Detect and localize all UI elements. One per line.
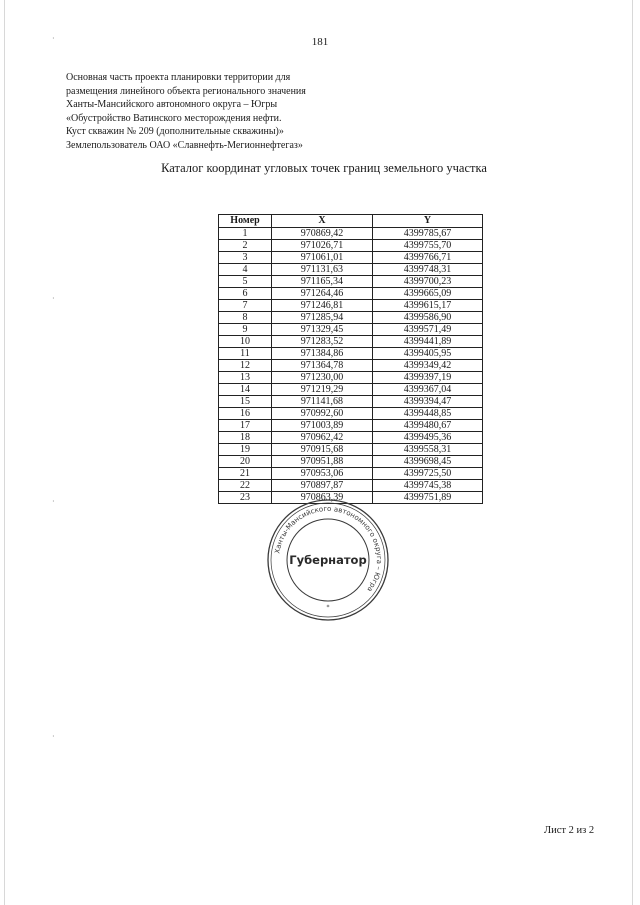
cell-y: 4399405,95 [373, 348, 483, 360]
table-row [219, 396, 483, 408]
cell-number: 1 [219, 228, 272, 240]
cell-number: 13 [219, 372, 272, 384]
cell-number: 17 [219, 420, 272, 432]
scan-speck: · [52, 34, 55, 43]
header-line: «Обустройство Ватинского месторождения нефти. [66, 112, 282, 124]
cell-x: 971003,89 [272, 420, 373, 432]
cell-y: 4399480,67 [373, 420, 483, 432]
cell-y: 4399698,45 [373, 456, 483, 468]
cell-x: 971246,81 [272, 300, 373, 312]
cell-number: 23 [219, 492, 272, 504]
table-row [219, 420, 483, 432]
official-stamp [263, 497, 393, 623]
table-row [219, 480, 483, 492]
cell-number: 6 [219, 288, 272, 300]
coordinates-table [218, 214, 483, 504]
scan-speck: · [52, 497, 55, 506]
cell-x: 970869,42 [272, 228, 373, 240]
table-row [219, 408, 483, 420]
cell-x: 970992,60 [272, 408, 373, 420]
table-row [219, 348, 483, 360]
page-number: 181 [311, 36, 329, 48]
cell-y: 4399766,71 [373, 252, 483, 264]
stamp-ring-text: Ханты-Мансийского автономного округа – Югра [273, 504, 384, 594]
cell-number: 8 [219, 312, 272, 324]
cell-number: 9 [219, 324, 272, 336]
cell-y: 4399665,09 [373, 288, 483, 300]
cell-y: 4399441,89 [373, 336, 483, 348]
cell-number: 11 [219, 348, 272, 360]
cell-y: 4399725,50 [373, 468, 483, 480]
cell-number: 2 [219, 240, 272, 252]
table-row [219, 360, 483, 372]
table-row [219, 456, 483, 468]
cell-y: 4399586,90 [373, 312, 483, 324]
cell-x: 970915,68 [272, 444, 373, 456]
cell-x: 971131,63 [272, 264, 373, 276]
cell-y: 4399397,19 [373, 372, 483, 384]
cell-number: 5 [219, 276, 272, 288]
table-row [219, 336, 483, 348]
table-row [219, 468, 483, 480]
cell-x: 971165,34 [272, 276, 373, 288]
table-row [219, 288, 483, 300]
cell-number: 10 [219, 336, 272, 348]
table-header-row [219, 215, 483, 228]
cell-y: 4399751,89 [373, 492, 483, 504]
scan-speck: · [52, 294, 55, 303]
cell-x: 971283,52 [272, 336, 373, 348]
cell-x: 971264,46 [272, 288, 373, 300]
cell-x: 970953,06 [272, 468, 373, 480]
scan-edge-right [632, 0, 633, 905]
table-row [219, 372, 483, 384]
cell-y: 4399755,70 [373, 240, 483, 252]
table-row [219, 432, 483, 444]
cell-x: 971384,86 [272, 348, 373, 360]
cell-x: 971230,00 [272, 372, 373, 384]
cell-y: 4399745,38 [373, 480, 483, 492]
table-row [219, 324, 483, 336]
cell-y: 4399558,31 [373, 444, 483, 456]
table-body [219, 228, 483, 504]
column-header-x: X [272, 215, 373, 228]
header-line: Ханты-Мансийского автономного округа – Югры [66, 99, 278, 111]
stamp-bottom-mark-icon: * [326, 604, 330, 611]
cell-number: 12 [219, 360, 272, 372]
cell-x: 971026,71 [272, 240, 373, 252]
table-row [219, 240, 483, 252]
cell-y: 4399367,04 [373, 384, 483, 396]
cell-number: 7 [219, 300, 272, 312]
cell-x: 971141,68 [272, 396, 373, 408]
cell-number: 15 [219, 396, 272, 408]
cell-x: 971285,94 [272, 312, 373, 324]
cell-x: 971061,01 [272, 252, 373, 264]
cell-number: 20 [219, 456, 272, 468]
cell-x: 970863,39 [272, 492, 373, 504]
cell-y: 4399785,67 [373, 228, 483, 240]
cell-x: 971219,29 [272, 384, 373, 396]
table-row [219, 264, 483, 276]
cell-x: 970951,88 [272, 456, 373, 468]
column-header-number: Номер [219, 215, 272, 228]
cell-y: 4399495,36 [373, 432, 483, 444]
document-header [66, 71, 306, 153]
cell-x: 971329,45 [272, 324, 373, 336]
table-row [219, 384, 483, 396]
table-row [219, 300, 483, 312]
cell-y: 4399349,42 [373, 360, 483, 372]
header-line: размещения линейного объекта регионального значения [66, 85, 306, 97]
cell-number: 22 [219, 480, 272, 492]
header-line: Основная часть проекта планировки территории для [66, 72, 291, 83]
cell-number: 16 [219, 408, 272, 420]
stamp-center-text: Губернатор [289, 553, 367, 567]
cell-y: 4399571,49 [373, 324, 483, 336]
table-row [219, 276, 483, 288]
cell-y: 4399394,47 [373, 396, 483, 408]
sheet-footer: Лист 2 из 2 [544, 825, 595, 836]
cell-number: 21 [219, 468, 272, 480]
catalog-title: Каталог координат угловых точек границ земельного участка [161, 161, 487, 175]
header-line: Землепользователь ОАО «Славнефть-Мегионнефтегаз» [66, 139, 303, 151]
scan-speck: · [52, 732, 55, 741]
table-row [219, 444, 483, 456]
cell-x: 970897,87 [272, 480, 373, 492]
table-row [219, 252, 483, 264]
cell-y: 4399700,23 [373, 276, 483, 288]
table-row [219, 312, 483, 324]
cell-number: 19 [219, 444, 272, 456]
cell-number: 3 [219, 252, 272, 264]
scan-edge-left [4, 0, 5, 905]
cell-number: 18 [219, 432, 272, 444]
cell-x: 971364,78 [272, 360, 373, 372]
table-row [219, 228, 483, 240]
header-line: Куст скважин № 209 (дополнительные скважины)» [66, 126, 284, 138]
column-header-y: Y [373, 215, 483, 228]
cell-x: 970962,42 [272, 432, 373, 444]
cell-number: 14 [219, 384, 272, 396]
cell-number: 4 [219, 264, 272, 276]
cell-y: 4399448,85 [373, 408, 483, 420]
cell-y: 4399748,31 [373, 264, 483, 276]
cell-y: 4399615,17 [373, 300, 483, 312]
